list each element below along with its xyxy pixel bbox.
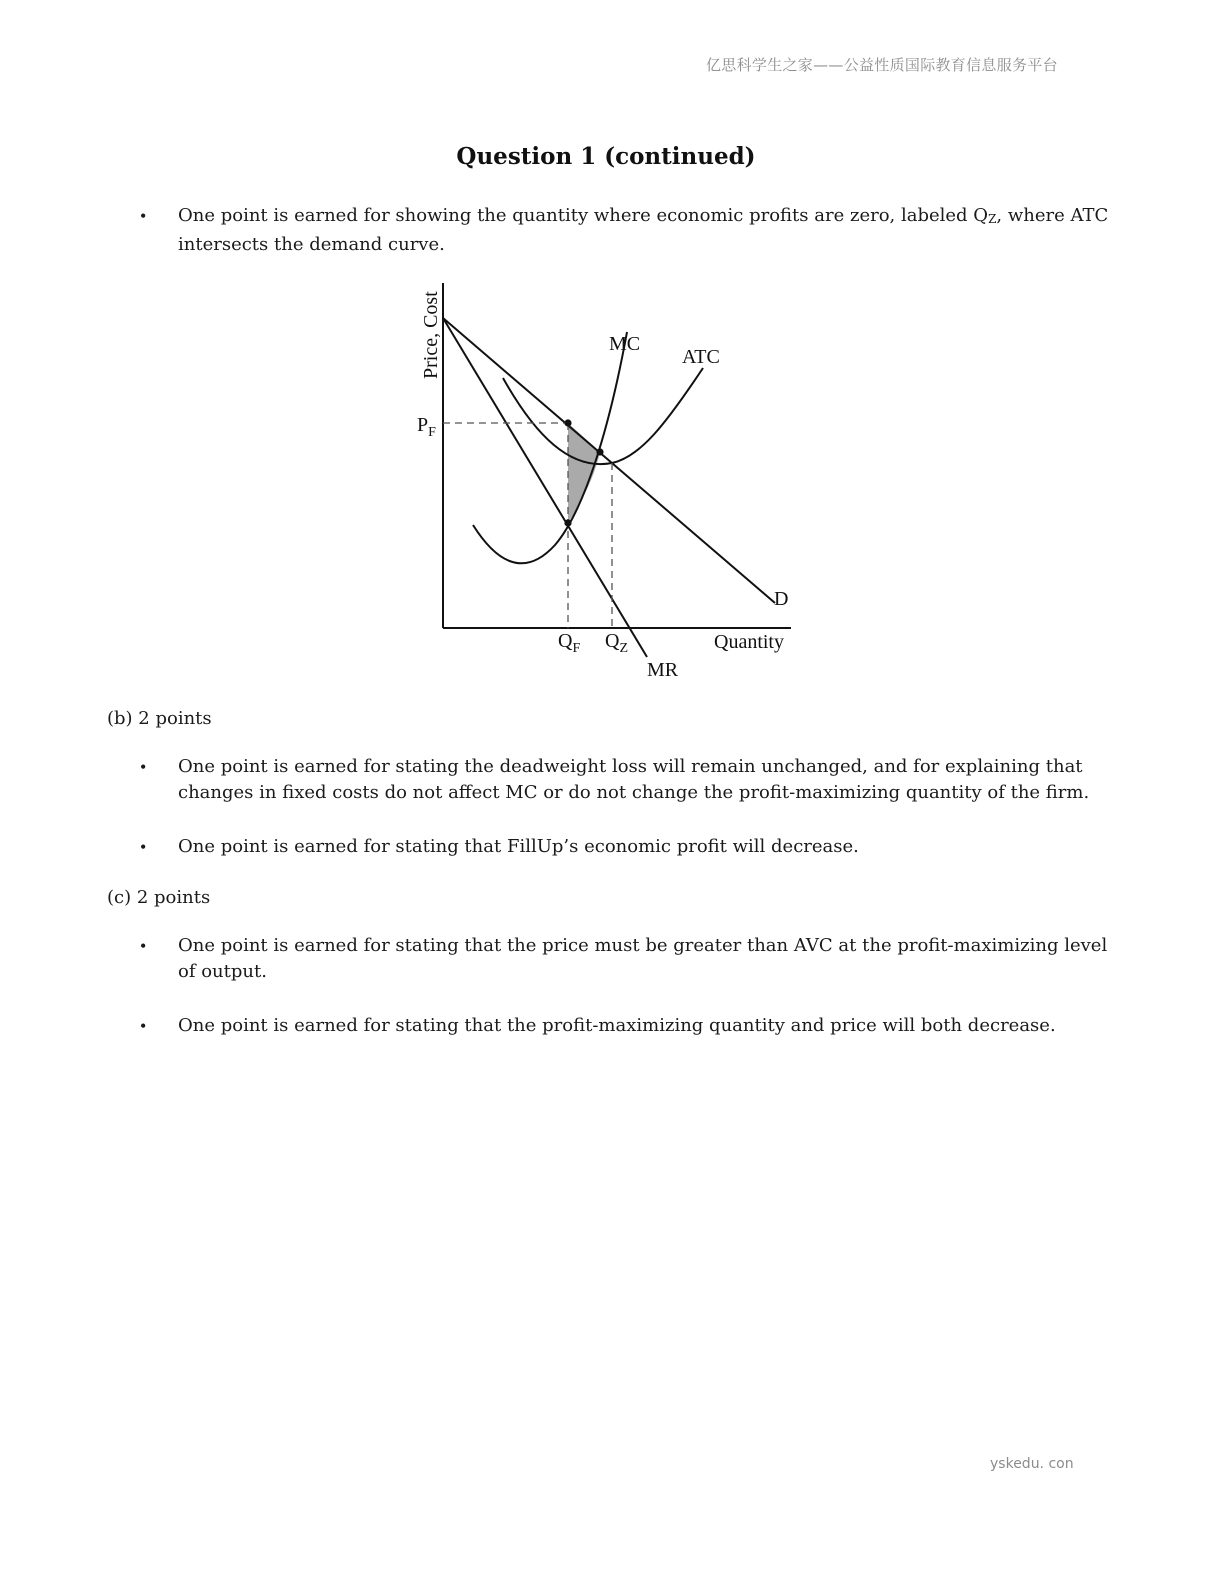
- mc-atc-intersection-point: [596, 448, 603, 455]
- bullet-text: One point is earned for stating that the profit-maximizing quantity and price will both decrease.: [178, 1015, 1056, 1036]
- page-title: Question 1 (continued): [456, 143, 756, 170]
- d-label: D: [774, 588, 789, 610]
- mc-curve: [473, 332, 627, 563]
- mr-label: MR: [647, 659, 679, 681]
- watermark: 亿思科学生之家——公益性质国际教育信息服务平台: [706, 56, 1058, 74]
- bullet-text: One point is earned for stating that the price must be greater than AVC at the profit-maximizing level of output.: [178, 935, 1108, 982]
- bullet-text: One point is earned for showing the quantity where economic profits are zero, labeled $Q_Z$, where ATC intersects the demand curve.: [178, 205, 1109, 255]
- monopoly-price-point: [564, 419, 571, 426]
- bullet-icon: •: [140, 936, 147, 956]
- bullet-text: One point is earned for stating the deadweight loss will remain unchanged, and for explaining that changes in fixed costs do not affect MC or do not change the profit-maximizing quantity of the firm.: [178, 756, 1090, 803]
- mr-mc-intersection-point: [564, 519, 571, 526]
- y-axis-label: Price, Cost: [420, 291, 442, 379]
- bullet-text: One point is earned for stating that FillUp’s economic profit will decrease.: [178, 836, 859, 857]
- mr-curve: [443, 318, 647, 657]
- qf-label: $Q_F$: [558, 630, 581, 656]
- mc-label: MC: [609, 333, 641, 355]
- bullet-icon: •: [140, 206, 147, 226]
- part-b-label: (b) 2 points: [107, 708, 212, 729]
- x-axis-label: Quantity: [714, 631, 784, 653]
- demand-curve: [443, 318, 775, 603]
- part-c-label: (c) 2 points: [107, 887, 211, 908]
- bullet-icon: •: [140, 1016, 147, 1036]
- bullet-icon: •: [140, 757, 147, 777]
- pf-label: $P_F$: [417, 414, 436, 440]
- atc-curve: [503, 368, 703, 464]
- atc-label: ATC: [682, 346, 720, 368]
- monopoly-graph: [405, 275, 805, 685]
- bullet-icon: •: [140, 837, 147, 857]
- qz-label: $Q_Z$: [605, 630, 629, 656]
- footer-watermark: yskedu. con: [990, 1456, 1074, 1472]
